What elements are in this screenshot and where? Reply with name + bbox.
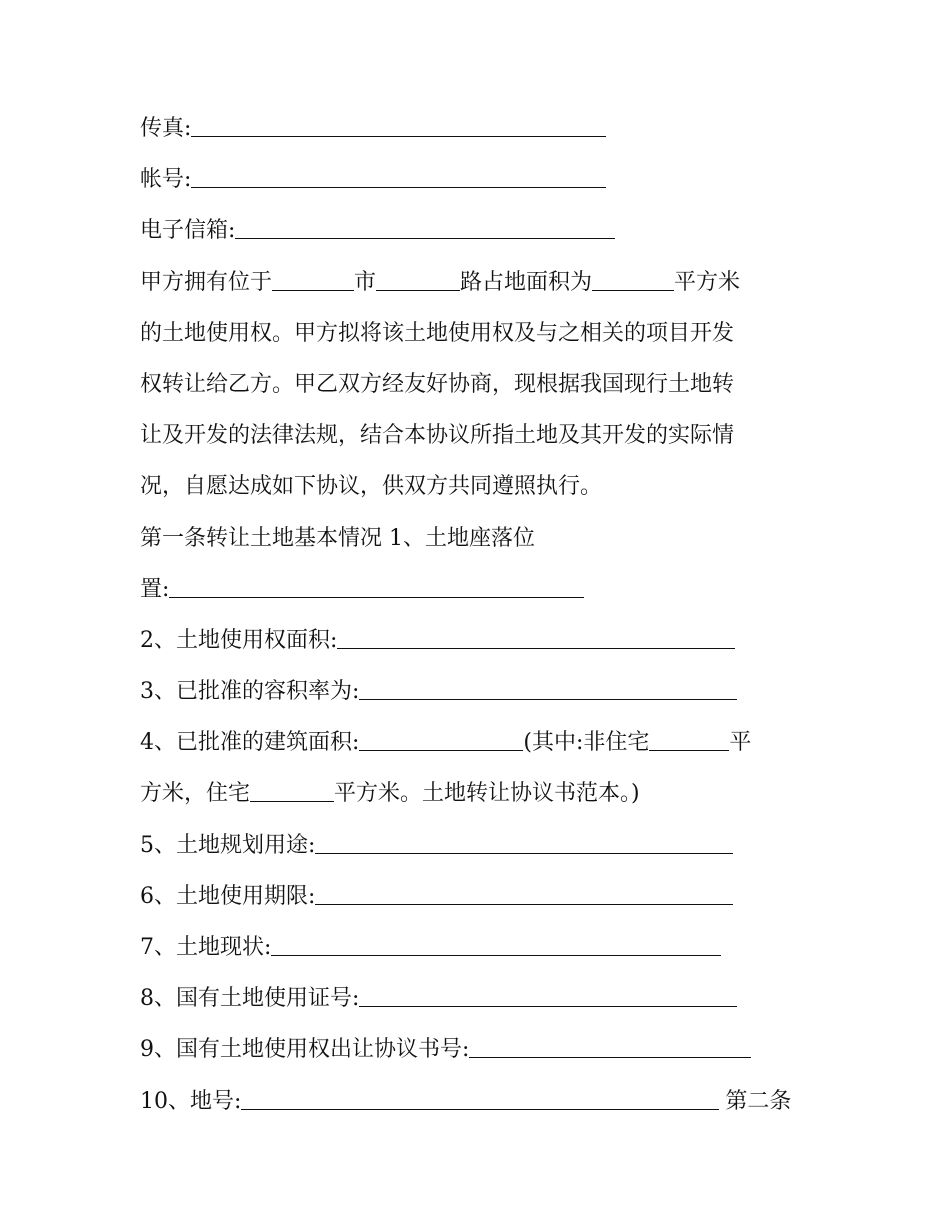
intro-text: 市 — [354, 269, 377, 295]
city-blank — [272, 268, 354, 291]
item-5 — [140, 820, 820, 871]
item-label: 3、已批准的容积率为: — [140, 679, 360, 705]
item-10 — [140, 1076, 820, 1127]
intro-text: 路占地面积为 — [460, 269, 593, 295]
item-blank — [271, 933, 721, 956]
intro-text: 平方米 — [674, 269, 741, 295]
road-blank — [376, 268, 460, 291]
item-blank — [315, 882, 733, 905]
item-label: 2、土地使用权面积: — [140, 627, 338, 653]
intro-line-1 — [140, 257, 820, 308]
item-text: 平方米。土地转让协议书范本。) — [334, 781, 640, 807]
item-blank — [241, 1087, 719, 1110]
item-blank — [337, 626, 735, 649]
residential-blank — [250, 779, 334, 802]
fax-line — [140, 103, 820, 154]
item-8 — [140, 973, 820, 1024]
intro-line-5: 况，自愿达成如下协议，供双方共同遵照执行。 — [140, 474, 603, 500]
intro-line-4: 让及开发的法律法规，结合本协议所指土地及其开发的实际情 — [140, 423, 735, 449]
intro-line-2: 的土地使用权。甲方拟将该土地使用权及与之相关的项目开发 — [140, 320, 735, 346]
item-2 — [140, 615, 820, 666]
item-text: 方米，住宅 — [140, 781, 251, 807]
item-label: 6、土地使用期限: — [140, 883, 316, 909]
email-line — [140, 205, 820, 256]
item-7 — [140, 922, 820, 973]
account-blank — [191, 165, 606, 188]
account-line — [140, 154, 820, 205]
location-label: 置: — [140, 576, 170, 602]
location-blank — [169, 575, 584, 598]
account-label: 帐号: — [140, 167, 192, 193]
document-body — [140, 103, 820, 1127]
item-label: 7、土地现状: — [140, 935, 272, 960]
item-6 — [140, 871, 820, 922]
next-article-heading: 第二条 — [725, 1088, 792, 1114]
item-blank — [359, 677, 737, 700]
item-4 — [140, 717, 820, 768]
item-4-cont — [140, 768, 820, 819]
item-label: 5、土地规划用途: — [140, 832, 316, 858]
article1-heading: 第一条转让土地基本情况 1、土地座落位 — [140, 525, 535, 551]
item-label: 9、国有土地使用权出让协议书号: — [140, 1037, 470, 1063]
area-blank — [592, 268, 674, 291]
item-3 — [140, 666, 820, 717]
nonresidential-blank — [649, 728, 729, 751]
location-line — [140, 564, 820, 615]
item-label: 8、国有土地使用证号: — [140, 986, 360, 1012]
item-text: 平 — [729, 730, 752, 756]
item-label: 4、已批准的建筑面积: — [140, 730, 360, 756]
item-blank — [359, 728, 523, 751]
item-label: 10、地号: — [140, 1088, 242, 1114]
intro-text: 甲方拥有位于 — [140, 269, 273, 295]
item-9 — [140, 1024, 820, 1075]
item-blank — [315, 831, 733, 854]
item-blank — [359, 984, 737, 1007]
email-blank — [235, 216, 615, 239]
item-blank — [469, 1035, 751, 1058]
fax-label: 传真: — [140, 116, 192, 141]
item-text: (其中:非住宅 — [523, 730, 650, 756]
email-label: 电子信箱: — [140, 218, 236, 244]
fax-blank — [191, 114, 606, 137]
intro-line-3: 权转让给乙方。甲乙双方经友好协商，现根据我国现行土地转 — [140, 371, 735, 397]
